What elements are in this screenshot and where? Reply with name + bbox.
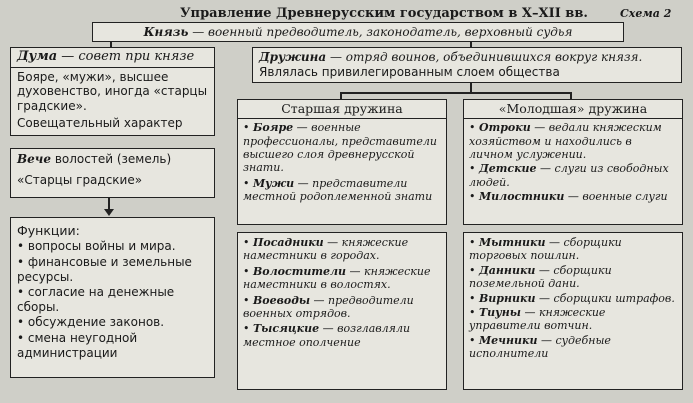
official-voevody: • Воеводы — предводители военных отрядов. <box>243 293 414 321</box>
official-mechniki: • Мечники — судебные исполнители <box>469 333 611 361</box>
veche-name: Вече <box>17 152 51 166</box>
senior-muzhi: • Мужи — представители местной родоплеменной знати <box>243 176 433 204</box>
duma-desc: — совет при князе <box>57 49 195 64</box>
duma-members: Бояре, «мужи», высшее духовенство, иногда «старцы градские». <box>17 69 208 114</box>
junior-heading: «Молодшая» дружина <box>464 100 682 119</box>
veche-desc: волостей (земель) <box>51 152 172 166</box>
veche-box <box>10 148 215 198</box>
official-virniki: • Вирники — сборщики штрафов. <box>469 291 675 305</box>
connector-druzhina-horizontal <box>340 92 570 94</box>
duma-character: Совещательный характер <box>17 115 183 130</box>
officials-right-box <box>463 232 683 390</box>
senior-druzhina-box <box>237 99 447 225</box>
druzhina-desc: — отряд воинов, объединившихся вокруг князя. <box>326 50 643 64</box>
function-item: • согласие на денежные сборы. <box>17 285 175 314</box>
veche-line <box>17 152 208 167</box>
official-mytniki: • Мытники — сборщики торговых пошлин. <box>469 236 622 263</box>
junior-detskie: • Детские — слуги из свободных людей. <box>469 162 669 189</box>
official-danniki: • Данники — сборщики поземельной дани. <box>469 263 612 291</box>
function-item: • финансовые и земельные ресурсы. <box>17 254 192 284</box>
duma-header <box>11 48 214 68</box>
official-tiuny: • Тиуны — княжеские управители вотчин. <box>469 306 606 333</box>
duma-box <box>10 47 215 136</box>
official-volostiteli: • Волостители — княжеские наместники в волостях. <box>243 264 431 292</box>
druzhina-desc2: Являлась привилегированным слоем общества <box>259 64 560 79</box>
duma-name: Дума <box>17 49 58 64</box>
prince-name: Князь <box>143 25 189 39</box>
functions-box <box>10 217 215 378</box>
senior-boyars: • Бояре — военные профессионалы, представители высшего слоя древнерусской знати. <box>243 121 437 175</box>
druzhina-line1 <box>259 50 675 65</box>
function-item: • вопросы войны и мира. <box>17 239 176 254</box>
veche-elders: «Старцы градские» <box>17 172 143 187</box>
arrow-down-icon <box>104 209 114 216</box>
scheme-label: Схема 2 <box>620 7 672 20</box>
official-posadniki: • Посадники — княжеские наместники в городах. <box>243 236 409 263</box>
prince-desc: — военный предводитель, законодатель, верховный судья <box>188 25 573 39</box>
senior-heading: Старшая дружина <box>238 100 446 119</box>
druzhina-box <box>252 47 682 83</box>
druzhina-name: Дружина <box>259 50 327 64</box>
officials-left-box <box>237 232 447 390</box>
junior-druzhina-box <box>463 99 683 225</box>
diagram-title: Управление Древнерусским государством в X–XII вв. <box>180 6 588 21</box>
function-item: • смена неугодной администрации <box>17 331 138 360</box>
functions-heading: Функции: <box>17 223 80 238</box>
prince-box <box>92 22 624 42</box>
official-tysyatskie: • Тысяцкие — возглавляли местное ополчение <box>243 322 411 349</box>
function-item: • обсуждение законов. <box>17 315 165 330</box>
junior-milostniki: • Милостники — военные слуги <box>469 190 668 204</box>
junior-otroki: • Отроки — ведали княжеским хозяйством и находились в личном услужении. <box>469 121 662 162</box>
